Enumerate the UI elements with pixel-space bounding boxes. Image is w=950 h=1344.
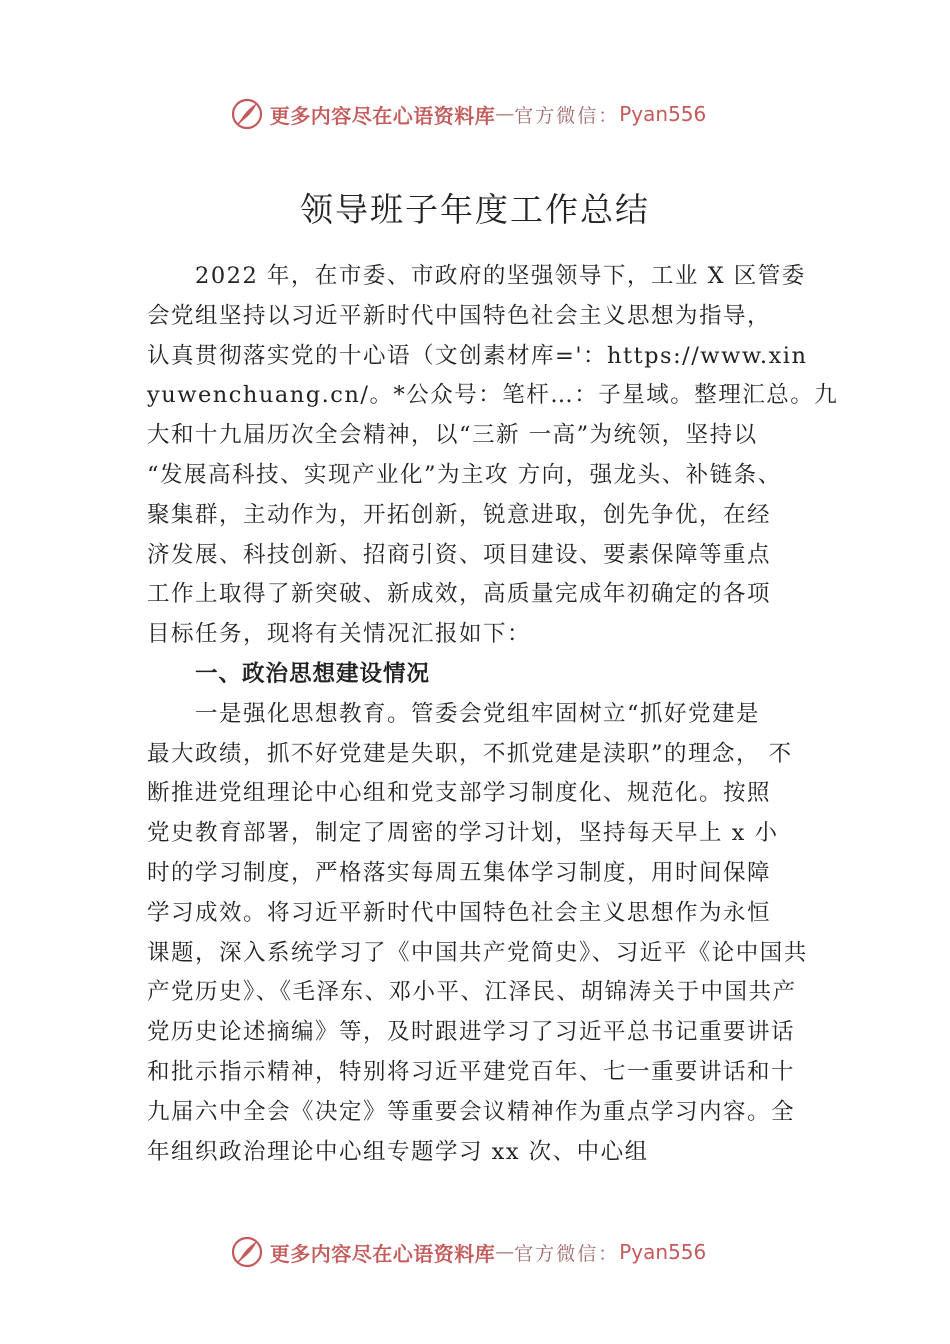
watermark-wechat-id: Pyan556: [619, 1240, 707, 1264]
paragraph-line: 会党组坚持以习近平新时代中国特色社会主义思想为指导，: [147, 302, 772, 329]
paragraph-line: 聚集群，主动作为，开拓创新，锐意进取，创先争优，在经: [147, 501, 772, 528]
paragraph-line: 2022 年，在市委、市政府的坚强领导下，工业 X 区管委: [195, 263, 806, 289]
section-heading: 一、政治思想建设情况: [195, 660, 431, 687]
paragraph-line: “发展高科技、实现产业化”为主攻 方向，强龙头、补链条、: [147, 461, 782, 488]
watermark-banner-top: [0, 94, 950, 134]
paragraph-line: 济发展、科技创新、招商引资、项目建设、要素保障等重点: [147, 541, 772, 568]
paragraph-line: 认真贯彻落实党的十心语（文创素材库='：https://www.xin: [147, 342, 808, 369]
watermark-wechat-label: 官方微信：: [514, 1242, 620, 1265]
quill-logo-icon: [230, 97, 264, 131]
paragraph-line: 年组织政治理论中心组专题学习 xx 次、中心组: [147, 1138, 649, 1165]
paragraph-line: 党历史论述摘编》等，及时跟进学习了习近平总书记重要讲话: [147, 1019, 796, 1046]
watermark-main-text: 更多内容尽在心语资料库: [269, 103, 496, 128]
watermark-dash: —: [495, 1241, 515, 1263]
watermark-wechat-id: Pyan556: [619, 102, 707, 126]
paragraph-line: 目标任务，现将有关情况汇报如下：: [147, 621, 532, 648]
watermark-wechat-label: 官方微信：: [514, 104, 620, 127]
document-body: [147, 257, 847, 1172]
paragraph-line: yuwenchuang.cn/。*公众号：笔杆…：子星域。整理汇总。九: [147, 382, 839, 409]
paragraph-line: 一是强化思想教育。管委会党组牢固树立“抓好党建是: [195, 700, 761, 727]
paragraph-line: 课题，深入系统学习了《中国共产党简史》、习近平《论中国共: [147, 939, 808, 966]
paragraph-line: 时的学习制度，严格落实每周五集体学习制度，用时间保障: [147, 859, 772, 886]
watermark-banner-bottom: [0, 1232, 950, 1272]
paragraph-line: 和批示指示精神，特别将习近平建党百年、七一重要讲话和十: [147, 1058, 796, 1085]
paragraph-line: 工作上取得了新突破、新成效，高质量完成年初确定的各项: [147, 581, 772, 608]
paragraph-line: 大和十九届历次全会精神，以“三新 一高”为统领，坚持以: [147, 422, 758, 449]
paragraph-line: 产党历史》、《毛泽东、邓小平、江泽民、胡锦涛关于中国共产: [147, 979, 797, 1006]
paragraph-line: 学习成效。将习近平新时代中国特色社会主义思想作为永恒: [147, 899, 772, 926]
watermark-main-text: 更多内容尽在心语资料库: [269, 1241, 496, 1266]
quill-logo-icon: [230, 1235, 264, 1269]
paragraph-line: 断推进党组理论中心组和党支部学习制度化、规范化。按照: [147, 780, 772, 807]
paragraph-line: 最大政绩，抓不好党建是失职，不抓党建是渎职”的理念， 不: [147, 740, 793, 767]
paragraph-line: 党史教育部署，制定了周密的学习计划，坚持每天早上 x 小: [147, 820, 779, 847]
watermark-dash: —: [495, 103, 515, 125]
document-title: 领导班子年度工作总结: [300, 190, 650, 229]
paragraph-line: 九届六中全会《决定》等重要会议精神作为重点学习内容。全: [147, 1098, 796, 1125]
